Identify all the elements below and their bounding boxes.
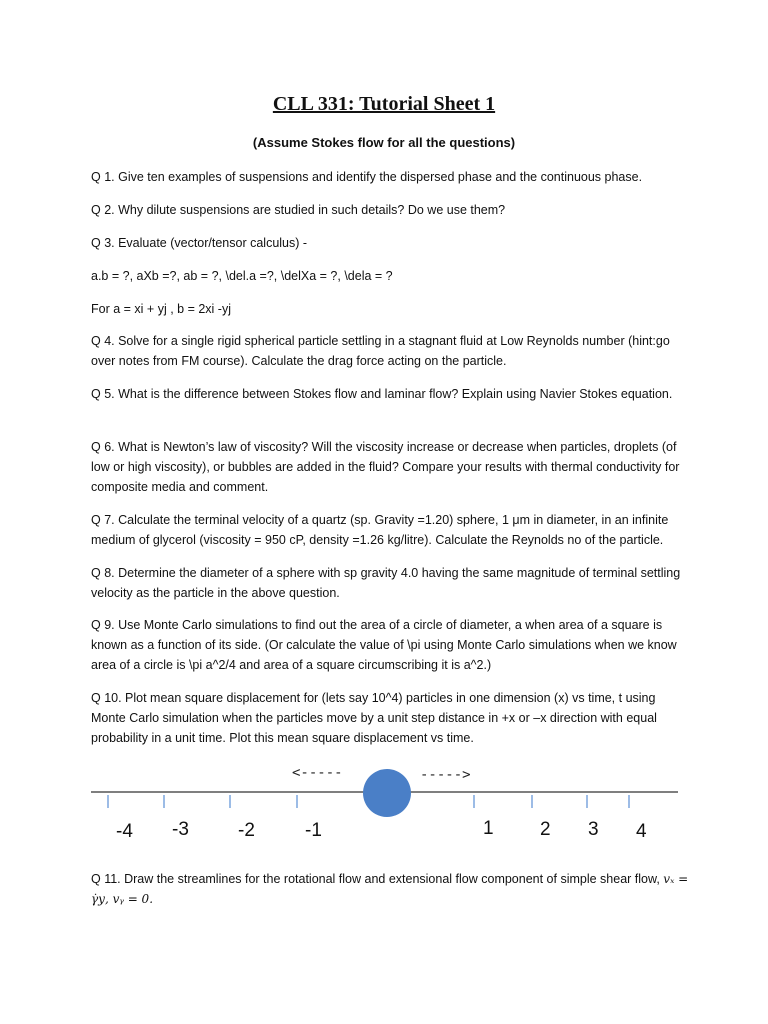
question-4: Q 4. Solve for a single rigid spherical particle settling in a stagnant fluid at Low Reynolds number (hint:go over notes from FM course). Calculate the drag force acting on the particle. — [91, 334, 670, 368]
question-3-given: For a = xi + yj , b = 2xi -yj — [91, 302, 231, 316]
axis-label: 4 — [636, 821, 647, 842]
axis-label: 3 — [588, 819, 599, 840]
axis-label: -2 — [238, 820, 255, 841]
axis-label: -1 — [305, 820, 322, 841]
question-1: Q 1. Give ten examples of suspensions and identify the dispersed phase and the continuous phase. — [91, 170, 643, 184]
question-8: Q 8. Determine the diameter of a sphere with sp gravity 4.0 having the same magnitude of terminal settling velocity as the particle in the above question. — [91, 566, 681, 600]
question-7: Q 7. Calculate the terminal velocity of a quartz (sp. Gravity =1.20) sphere, 1 μm in diameter, in an infinite medium of glycerol (viscosity = 950 cP, density =1.26 kg/litre). Calculate the Reynolds no of the particle. — [91, 513, 669, 547]
page-title: CLL 331: Tutorial Sheet 1 — [272, 93, 496, 115]
question-3: Q 3. Evaluate (vector/tensor calculus) - — [91, 236, 308, 250]
question-2: Q 2. Why dilute suspensions are studied in such details? Do we use them? — [91, 203, 506, 217]
question-11-text: Q 11. Draw the streamlines for the rotational flow and extensional flow component of simple shear flow, — [91, 872, 660, 886]
question-6: Q 6. What is Newton’s law of viscosity? Will the viscosity increase or decrease when particles, droplets (of low or high viscosity), or bubbles are added in the fluid? Compare your results with thermal conductivity for composite media and comment. — [91, 440, 680, 494]
page-subtitle: (Assume Stokes flow for all the questions) — [252, 135, 516, 150]
axis-label: 1 — [483, 818, 494, 839]
axis-labels — [116, 818, 647, 842]
axis-label: -3 — [172, 819, 189, 840]
question-11-equation: 𝑣ₓ = γ̇𝑦, 𝑣ᵧ = 0. — [91, 872, 689, 906]
question-11 — [91, 869, 691, 909]
random-walk-diagram — [0, 755, 768, 850]
question-9: Q 9. Use Monte Carlo simulations to find out the area of a circle of diameter, a when area of a square is known as a function of its side. (Or calculate the value of \pi using Monte Carlo simulations when we know area of a circle is \pi a^2/4 and area of a square circumscribing it is a^2.) — [91, 618, 677, 672]
axis-label: -4 — [116, 821, 133, 842]
question-10: Q 10. Plot mean square displacement for (lets say 10^4) particles in one dimension (x) vs time, t using Monte Carlo simulation when the particles move by a unit step distance in +x or –x direction with equal probability in a unit time. Plot this mean square displacement vs time. — [91, 691, 657, 745]
right-arrow: -----> — [420, 767, 471, 783]
particle-circle — [363, 769, 411, 817]
question-5: Q 5. What is the difference between Stokes flow and laminar flow? Explain using Navier Stokes equation. — [91, 387, 673, 401]
question-3-expression: a.b = ?, aXb =?, ab = ?, \del.a =?, \delXa = ?, \dela = ? — [91, 269, 393, 283]
axis-label: 2 — [540, 819, 551, 840]
left-arrow: <----- — [292, 765, 343, 781]
